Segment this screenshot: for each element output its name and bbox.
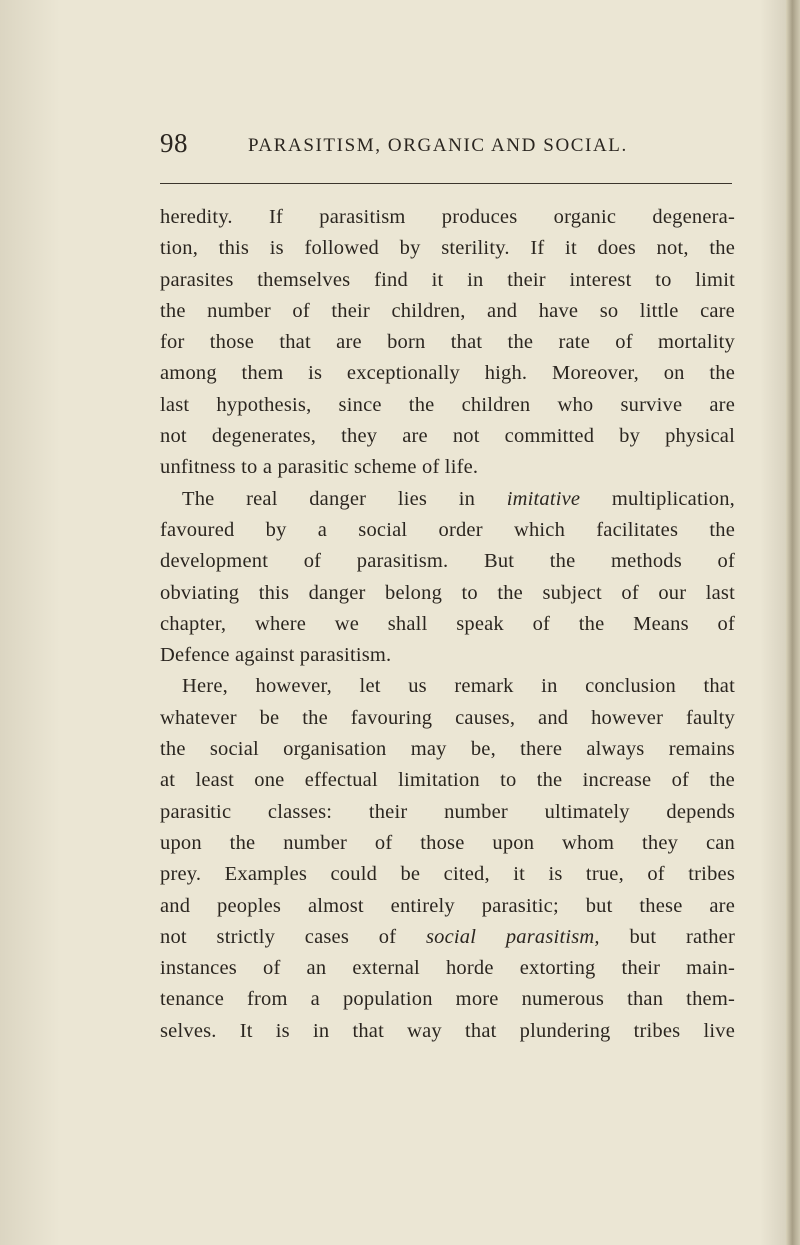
text-line: parasites themselves find it in their interest to limit — [160, 268, 735, 291]
text-line: tion, this is followed by sterility. If it does not, the — [160, 237, 735, 260]
text-line: upon the number of those upon whom they can — [160, 831, 735, 854]
text-line: prey. Examples could be cited, it is true, of tribes — [160, 863, 735, 886]
italic-emphasis: social parasitism, — [425, 925, 600, 948]
text-line: selves. It is in that way that plundering tribes live — [160, 1019, 735, 1042]
page-number: 98 — [160, 128, 188, 158]
text-line: heredity. If parasitism produces organic degenera- — [160, 206, 735, 228]
text-line: parasitic classes: their number ultimately depends — [160, 800, 735, 823]
text-line: Defence against parasitism. — [160, 644, 392, 667]
text-line: among them is exceptionally high. Moreover, on the — [160, 362, 735, 385]
text-line: chapter, where we shall speak of the Means of — [160, 612, 735, 635]
text-line: for those that are born that the rate of mortality — [160, 331, 735, 354]
text-line: the social organisation may be, there always remains — [160, 738, 735, 761]
text-line: not strictly cases of social parasitism, but rather — [160, 925, 735, 948]
page-header — [160, 128, 660, 168]
text-line: the number of their children, and have so little care — [160, 299, 735, 322]
page-edge-shadow — [786, 0, 800, 1245]
text-line: tenance from a population more numerous than them- — [160, 988, 735, 1011]
text-line: at least one effectual limitation to the increase of the — [160, 769, 735, 792]
body-text — [160, 202, 735, 1047]
header-rule — [160, 183, 732, 184]
text-line: Here, however, let us remark in conclusion that — [182, 675, 735, 698]
text-line: instances of an external horde extorting their main- — [160, 957, 735, 980]
text-line: obviating this danger belong to the subject of our last — [160, 581, 735, 604]
text-line: development of parasitism. But the methods of — [160, 550, 735, 573]
text-line: not degenerates, they are not committed by physical — [160, 425, 735, 448]
text-line: unfitness to a parasitic scheme of life. — [160, 456, 479, 479]
text-line: whatever be the favouring causes, and however faulty — [160, 706, 735, 729]
text-line: and peoples almost entirely parasitic; but these are — [160, 894, 735, 917]
text-line: favoured by a social order which facilitates the — [160, 518, 735, 541]
text-line: The real danger lies in imitative multiplication, — [182, 487, 735, 510]
italic-emphasis: imitative — [506, 487, 581, 510]
running-title: PARASITISM, ORGANIC AND SOCIAL. — [248, 135, 628, 156]
text-line: last hypothesis, since the children who survive are — [160, 393, 735, 416]
